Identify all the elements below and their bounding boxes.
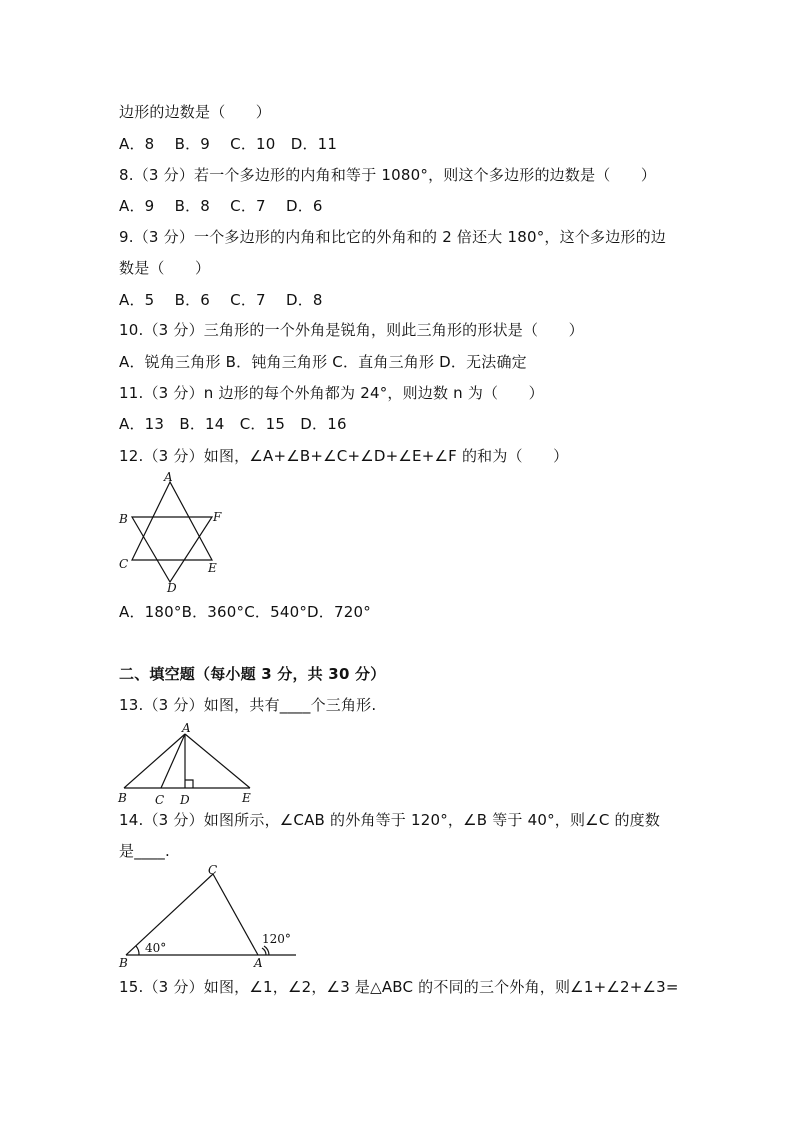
label-E: E (208, 561, 217, 575)
angle-B-value: 40° (145, 941, 167, 955)
q8-text: 8.（3 分）若一个多边形的内角和等于 1080°，则这个多边形的边数是（ ） (119, 166, 657, 184)
label-C: C (208, 863, 218, 877)
label-D: D (180, 793, 190, 806)
exterior-angle-value: 120° (262, 932, 291, 946)
q9-text-line1: 9.（3 分）一个多边形的内角和比它的外角和的 2 倍还大 180°，这个多边形的边 (119, 228, 667, 246)
q12-text: 12.（3 分）如图，∠A+∠B+∠C+∠D+∠E+∠F 的和为（ ） (119, 447, 569, 465)
label-D: D (167, 581, 177, 595)
q7-tail: 边形的边数是（ ） (119, 103, 272, 121)
q9-options: A．5 B．6 C．7 D．8 (119, 291, 323, 309)
upward-triangle (132, 482, 212, 560)
label-B: B (119, 956, 128, 970)
section-heading: 二、填空题（每小题 3 分，共 30 分） (119, 665, 386, 683)
q8-options: A．9 B．8 C．7 D．6 (119, 197, 323, 215)
q11-options: A．13 B．14 C．15 D．16 (119, 415, 347, 433)
side-BC (126, 874, 213, 955)
side-AE (185, 734, 250, 788)
triangle-figure-q14 (112, 860, 312, 972)
q14-text-line1: 14.（3 分）如图所示，∠CAB 的外角等于 120°，∠B 等于 40°，则∠C 的度数 (119, 811, 661, 829)
label-C: C (119, 557, 129, 571)
q11-text: 11.（3 分）n 边形的每个外角都为 24°，则边数 n 为（ ） (119, 384, 544, 402)
label-A: A (182, 721, 191, 735)
angle-B-arc (136, 946, 139, 955)
q10-options: A．锐角三角形 B．钝角三角形 C．直角三角形 D．无法确定 (119, 353, 527, 371)
star-hexagram-figure (112, 470, 232, 596)
q12-options: A．180°B．360°C．540°D．720° (119, 603, 371, 621)
label-B: B (118, 791, 127, 805)
label-B: B (119, 512, 128, 526)
label-C: C (155, 793, 165, 806)
q15-text: 15.（3 分）如图，∠1，∠2，∠3 是△ABC 的不同的三个外角，则∠1+∠2+∠3= (119, 978, 679, 996)
label-A: A (164, 470, 173, 484)
downward-triangle (132, 517, 212, 582)
segment-AC (161, 734, 185, 788)
side-AB (124, 734, 185, 788)
label-F: F (213, 510, 222, 524)
q13-text: 13.（3 分）如图，共有____个三角形. (119, 696, 377, 714)
q7-options: A．8 B．9 C．10 D．11 (119, 135, 338, 153)
q14-text-line2: 是____. (119, 842, 170, 860)
exterior-angle-arc-inner (262, 948, 266, 955)
side-CA (213, 874, 258, 955)
q9-text-line2: 数是（ ） (119, 259, 211, 277)
q10-text: 10.（3 分）三角形的一个外角是锐角，则此三角形的形状是（ ） (119, 321, 584, 339)
right-angle-mark (185, 780, 193, 788)
triangle-figure-q13 (112, 720, 262, 806)
label-A: A (254, 956, 263, 970)
label-E: E (242, 791, 251, 805)
